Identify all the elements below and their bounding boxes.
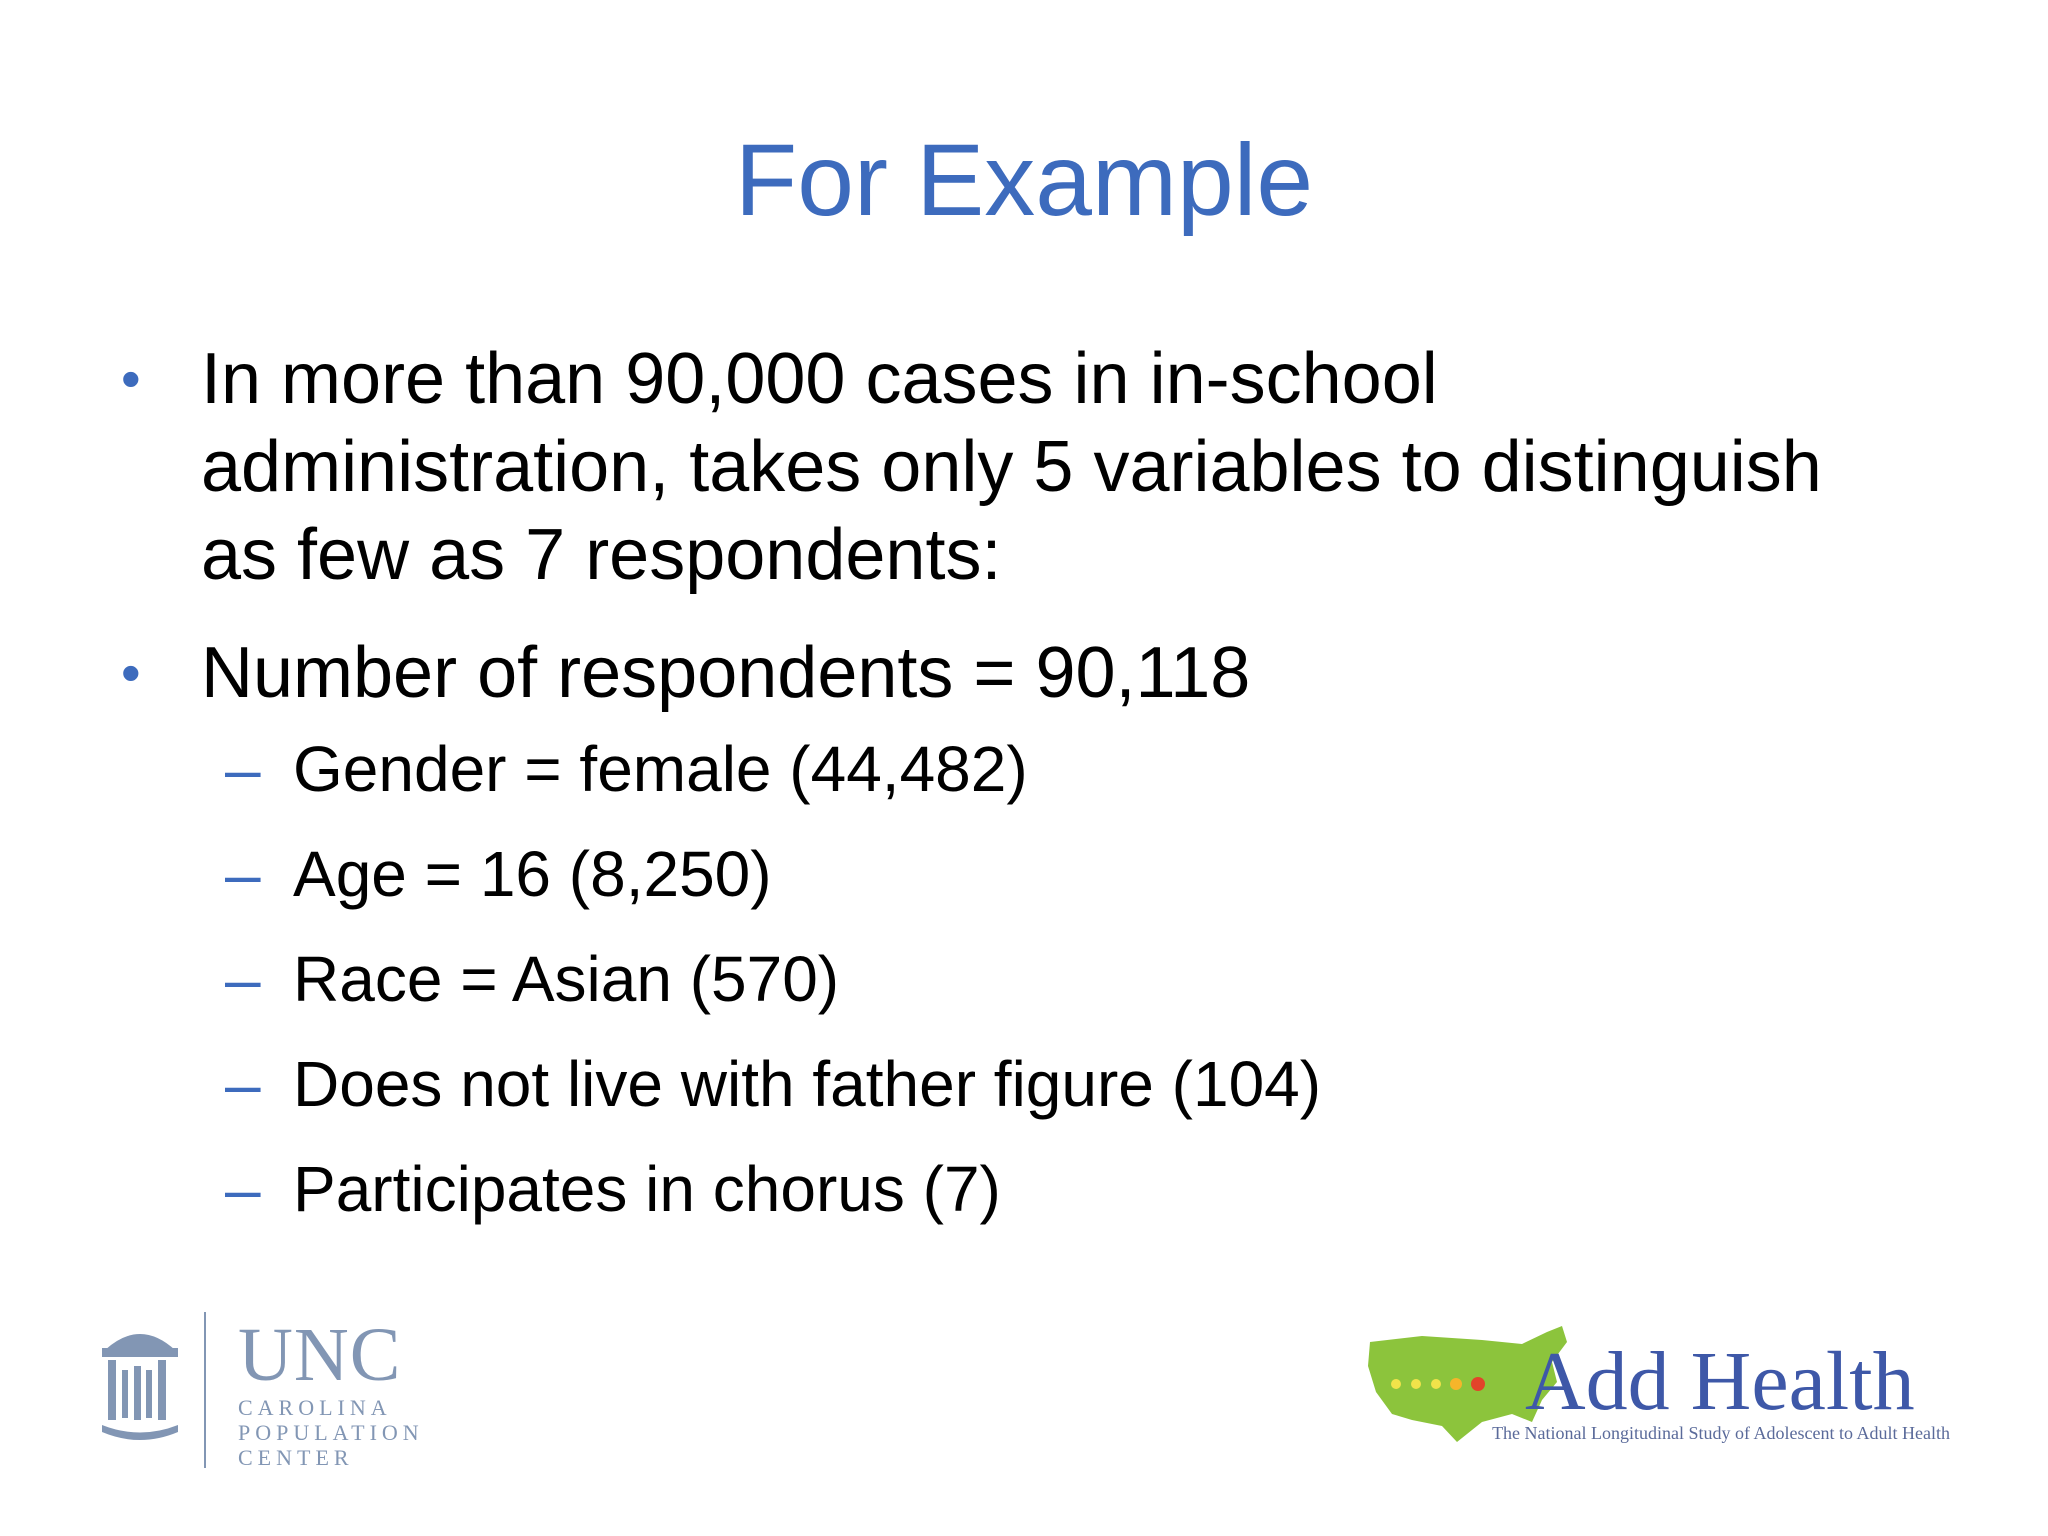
sub-item-text: Race = Asian (570) xyxy=(293,943,840,1015)
slide-title: For Example xyxy=(734,123,1314,237)
bullet-line: administration, takes only 5 variables to distinguish xyxy=(201,427,1822,507)
bullet-line: Number of respondents = 90,118 xyxy=(201,633,1251,713)
unc-line-1: CAROLINA xyxy=(238,1395,392,1420)
dash-marker: – xyxy=(225,1048,261,1120)
add-health-tagline: The National Longitudinal Study of Adolescent to Adult Health xyxy=(1492,1423,1950,1443)
unc-text xyxy=(238,1315,424,1470)
sub-item-age xyxy=(225,822,1955,927)
sub-item-father-figure xyxy=(225,1032,1955,1137)
sub-item-text: Age = 16 (8,250) xyxy=(293,838,772,910)
sub-item-race xyxy=(225,927,1955,1032)
unc-line-3: CENTER xyxy=(238,1445,354,1470)
bullet-item-2 xyxy=(115,629,1955,717)
sub-item-text: Does not live with father figure (104) xyxy=(293,1048,1322,1120)
sub-item-text: Participates in chorus (7) xyxy=(293,1153,1001,1225)
sub-item-chorus xyxy=(225,1137,1955,1242)
bullet-line: In more than 90,000 cases in in-school xyxy=(201,339,1438,419)
dash-marker: – xyxy=(225,733,261,805)
add-health-name: Add Health xyxy=(1525,1335,1915,1428)
slide-body xyxy=(115,335,1955,1242)
bullet-line: as few as 7 respondents: xyxy=(201,515,1002,595)
dash-marker: – xyxy=(225,943,261,1015)
bullet-marker: • xyxy=(121,641,141,704)
unc-line-2: POPULATION xyxy=(238,1420,424,1445)
dash-marker: – xyxy=(225,838,261,910)
sub-list xyxy=(225,717,1955,1242)
bullet-marker: • xyxy=(121,347,141,410)
bullet-item-1 xyxy=(115,335,1955,599)
dash-marker: – xyxy=(225,1153,261,1225)
unc-name: UNC xyxy=(238,1313,402,1397)
sub-item-gender xyxy=(225,717,1955,822)
sub-item-text: Gender = female (44,482) xyxy=(293,733,1028,805)
